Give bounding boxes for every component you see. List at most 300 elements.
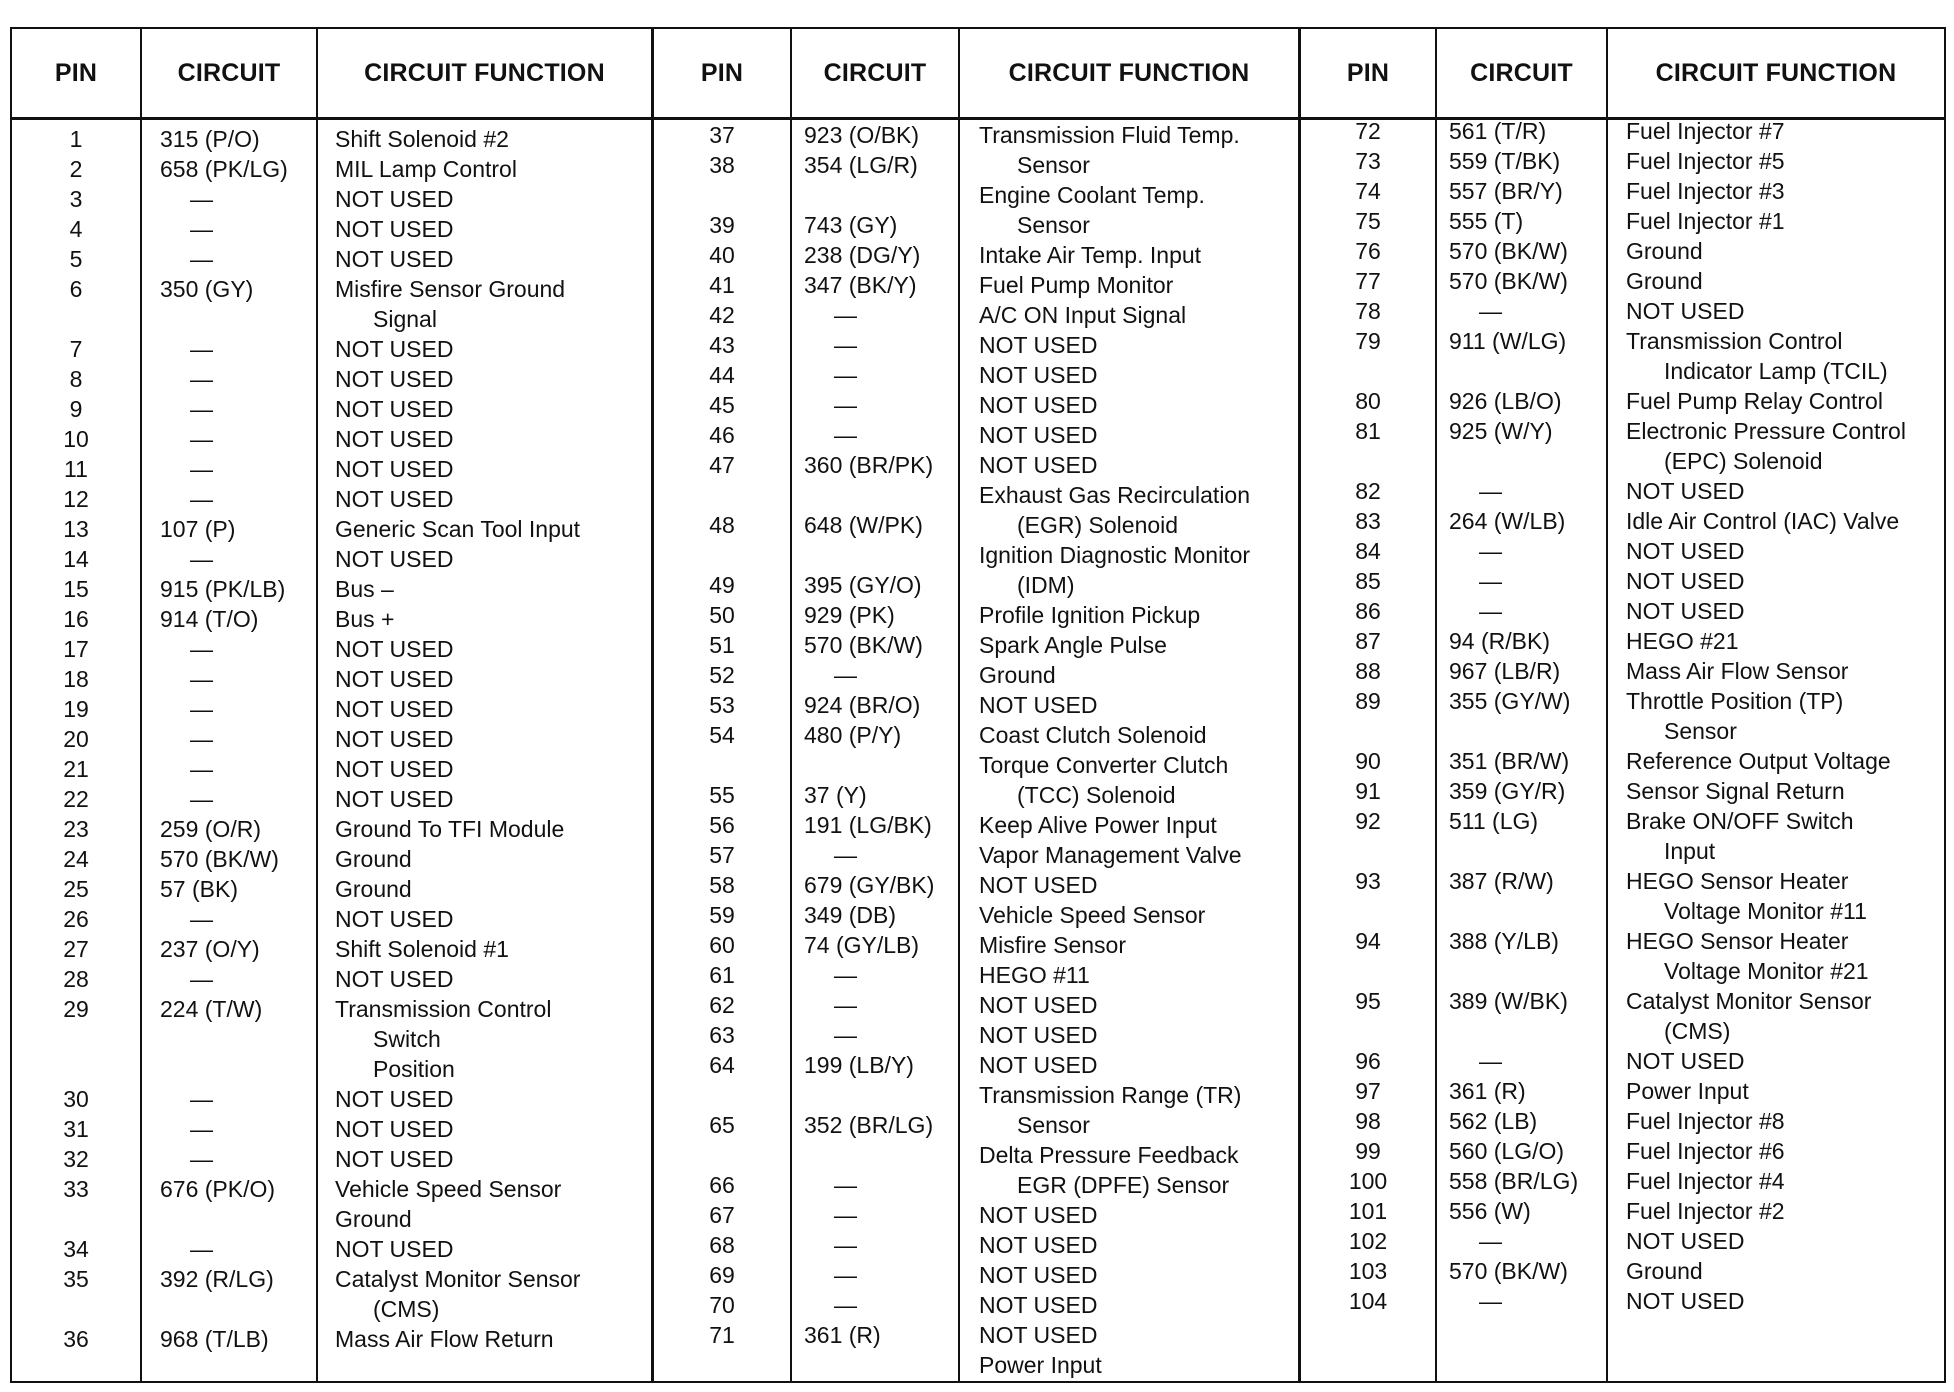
circuit-function: Ground (335, 1206, 412, 1232)
circuit-function: NOT USED (335, 336, 454, 362)
circuit-code: — (1479, 298, 1502, 324)
column-divider (958, 27, 960, 1383)
pin-number: 86 (1355, 598, 1381, 624)
circuit-function: NOT USED (335, 1236, 454, 1262)
circuit-function: Exhaust Gas Recirculation (979, 482, 1251, 508)
circuit-code: 395 (GY/O) (804, 572, 922, 598)
circuit-function: MIL Lamp Control (335, 156, 517, 182)
header-pin: PIN (1346, 58, 1390, 87)
pin-number: 44 (709, 362, 735, 388)
circuit-function: NOT USED (335, 456, 454, 482)
pin-number: 54 (709, 722, 735, 748)
pin-number: 20 (63, 726, 89, 752)
pin-number: 82 (1355, 478, 1381, 504)
circuit-function: Transmission Control (335, 996, 552, 1022)
pin-number: 32 (63, 1146, 89, 1172)
circuit-code: 915 (PK/LB) (160, 576, 286, 602)
circuit-function: Ground To TFI Module (335, 816, 565, 842)
column-divider (790, 27, 792, 1383)
circuit-code: 347 (BK/Y) (804, 272, 917, 298)
circuit-code: — (1479, 1288, 1502, 1314)
pin-number: 55 (709, 782, 735, 808)
pin-number: 100 (1348, 1168, 1388, 1194)
circuit-function: NOT USED (335, 666, 454, 692)
circuit-code: — (1479, 538, 1502, 564)
pin-number: 25 (63, 876, 89, 902)
circuit-code: 570 (BK/W) (804, 632, 923, 658)
pin-number: 40 (709, 242, 735, 268)
pin-number: 60 (709, 932, 735, 958)
circuit-function: NOT USED (979, 1022, 1098, 1048)
pin-number: 69 (709, 1262, 735, 1288)
circuit-code: 679 (GY/BK) (804, 872, 935, 898)
pin-number: 75 (1355, 208, 1381, 234)
pin-number: 26 (63, 906, 89, 932)
pin-number: 37 (709, 122, 735, 148)
circuit-code: 570 (BK/W) (1449, 268, 1568, 294)
circuit-code: — (190, 366, 213, 392)
circuit-function: (EGR) Solenoid (1017, 512, 1179, 538)
pin-number: 38 (709, 152, 735, 178)
pin-number: 81 (1355, 418, 1381, 444)
circuit-function: NOT USED (335, 756, 454, 782)
circuit-function: NOT USED (335, 546, 454, 572)
pin-number: 30 (63, 1086, 89, 1112)
pin-number: 61 (709, 962, 735, 988)
pin-number: 101 (1348, 1198, 1388, 1224)
circuit-code: 107 (P) (160, 516, 236, 542)
circuit-code: — (834, 842, 857, 868)
circuit-function: NOT USED (979, 1202, 1098, 1228)
circuit-function: Switch (373, 1026, 441, 1052)
circuit-function: HEGO #11 (979, 962, 1090, 988)
circuit-function: Fuel Injector #7 (1626, 118, 1785, 144)
pin-number: 21 (63, 756, 89, 782)
pin-number: 67 (709, 1202, 735, 1228)
circuit-function: NOT USED (335, 246, 454, 272)
pin-number: 15 (63, 576, 89, 602)
circuit-code: 556 (W) (1449, 1198, 1531, 1224)
circuit-function: Sensor (1017, 152, 1090, 178)
circuit-code: — (834, 392, 857, 418)
circuit-function: NOT USED (335, 366, 454, 392)
pin-number: 97 (1355, 1078, 1381, 1104)
circuit-function: NOT USED (335, 396, 454, 422)
pin-number: 62 (709, 992, 735, 1018)
pin-number: 1 (69, 126, 83, 152)
circuit-code: 929 (PK) (804, 602, 895, 628)
circuit-code: 926 (LB/O) (1449, 388, 1562, 414)
circuit-function: Generic Scan Tool Input (335, 516, 581, 542)
pin-number: 27 (63, 936, 89, 962)
circuit-code: — (834, 1292, 857, 1318)
circuit-code: — (834, 962, 857, 988)
circuit-code: 570 (BK/W) (1449, 1258, 1568, 1284)
circuit-function: Ground (1626, 238, 1703, 264)
circuit-function: Misfire Sensor (979, 932, 1126, 958)
circuit-code: 911 (W/LG) (1449, 328, 1567, 354)
circuit-function: NOT USED (979, 1052, 1098, 1078)
circuit-function: Fuel Injector #5 (1626, 148, 1785, 174)
pin-number: 59 (709, 902, 735, 928)
pin-number: 24 (63, 846, 89, 872)
circuit-code: — (190, 246, 213, 272)
circuit-function: Transmission Range (TR) (979, 1082, 1242, 1108)
circuit-function: EGR (DPFE) Sensor (1017, 1172, 1230, 1198)
circuit-code: 967 (LB/R) (1449, 658, 1561, 684)
pin-number: 2 (69, 156, 83, 182)
circuit-code: 359 (GY/R) (1449, 778, 1566, 804)
circuit-code: 388 (Y/LB) (1449, 928, 1559, 954)
pin-number: 48 (709, 512, 735, 538)
circuit-function: Spark Angle Pulse (979, 632, 1167, 658)
circuit-function: NOT USED (1626, 598, 1745, 624)
pin-number: 41 (709, 272, 735, 298)
circuit-function: Fuel Pump Monitor (979, 272, 1174, 298)
pin-number: 70 (709, 1292, 735, 1318)
circuit-code: 570 (BK/W) (160, 846, 279, 872)
circuit-function: Brake ON/OFF Switch (1626, 808, 1854, 834)
circuit-code: 350 (GY) (160, 276, 254, 302)
circuit-function: NOT USED (335, 1146, 454, 1172)
circuit-code: 361 (R) (804, 1322, 881, 1348)
circuit-function: Transmission Fluid Temp. (979, 122, 1240, 148)
circuit-function: Power Input (1626, 1078, 1749, 1104)
circuit-function: (EPC) Solenoid (1664, 448, 1823, 474)
circuit-function: Coast Clutch Solenoid (979, 722, 1207, 748)
circuit-code: 925 (W/Y) (1449, 418, 1553, 444)
circuit-code: — (190, 1236, 213, 1262)
circuit-code: 676 (PK/O) (160, 1176, 276, 1202)
circuit-function: NOT USED (979, 362, 1098, 388)
circuit-function: Ground (335, 846, 412, 872)
circuit-function: Ground (979, 662, 1056, 688)
circuit-function: NOT USED (979, 332, 1098, 358)
pin-number: 34 (63, 1236, 89, 1262)
column-divider (316, 27, 318, 1383)
circuit-code: 511 (LG) (1449, 808, 1539, 834)
pin-number: 87 (1355, 628, 1381, 654)
pin-number: 77 (1355, 268, 1381, 294)
circuit-code: — (190, 396, 213, 422)
pin-number: 47 (709, 452, 735, 478)
circuit-function: Bus – (335, 576, 394, 602)
circuit-code: — (190, 1116, 213, 1142)
circuit-code: 562 (LB) (1449, 1108, 1538, 1134)
pin-number: 66 (709, 1172, 735, 1198)
circuit-function: NOT USED (335, 486, 454, 512)
pin-number: 7 (69, 336, 83, 362)
circuit-code: — (834, 1202, 857, 1228)
pin-number: 68 (709, 1232, 735, 1258)
circuit-code: 560 (LG/O) (1449, 1138, 1565, 1164)
circuit-code: 558 (BR/LG) (1449, 1168, 1579, 1194)
pin-number: 33 (63, 1176, 89, 1202)
pin-number: 98 (1355, 1108, 1381, 1134)
circuit-code: 658 (PK/LG) (160, 156, 288, 182)
circuit-code: 264 (W/LB) (1449, 508, 1566, 534)
header-circuit: CIRCUIT (823, 58, 927, 87)
circuit-code: 238 (DG/Y) (804, 242, 921, 268)
circuit-code: — (190, 966, 213, 992)
circuit-code: 360 (BR/PK) (804, 452, 934, 478)
header-pin: PIN (54, 58, 98, 87)
pin-number: 45 (709, 392, 735, 418)
circuit-function: Bus + (335, 606, 395, 632)
circuit-function: Catalyst Monitor Sensor (335, 1266, 581, 1292)
circuit-function: Sensor Signal Return (1626, 778, 1845, 804)
circuit-function: NOT USED (335, 786, 454, 812)
pin-number: 23 (63, 816, 89, 842)
pin-number: 74 (1355, 178, 1381, 204)
pin-number: 35 (63, 1266, 89, 1292)
pin-number: 49 (709, 572, 735, 598)
circuit-code: — (190, 666, 213, 692)
circuit-code: 361 (R) (1449, 1078, 1526, 1104)
circuit-code: 349 (DB) (804, 902, 897, 928)
pin-number: 103 (1348, 1258, 1388, 1284)
pin-number: 95 (1355, 988, 1381, 1014)
pin-number: 65 (709, 1112, 735, 1138)
circuit-code: 923 (O/BK) (804, 122, 920, 148)
pin-number: 19 (63, 696, 89, 722)
circuit-function: Vehicle Speed Sensor (979, 902, 1206, 928)
circuit-function: NOT USED (1626, 1228, 1745, 1254)
pin-number: 85 (1355, 568, 1381, 594)
circuit-code: — (190, 456, 213, 482)
pin-number: 71 (709, 1322, 735, 1348)
circuit-code: — (834, 1232, 857, 1258)
circuit-code: — (190, 216, 213, 242)
circuit-code: — (190, 756, 213, 782)
column-divider (140, 27, 142, 1383)
header-circuit: CIRCUIT (177, 58, 281, 87)
circuit-function: Keep Alive Power Input (979, 812, 1217, 838)
circuit-function: NOT USED (1626, 538, 1745, 564)
circuit-function: Signal (373, 306, 437, 332)
circuit-code: 191 (LG/BK) (804, 812, 932, 838)
circuit-code: 94 (R/BK) (1449, 628, 1550, 654)
pin-number: 79 (1355, 328, 1381, 354)
circuit-code: — (190, 186, 213, 212)
circuit-function: Voltage Monitor #11 (1664, 898, 1867, 924)
circuit-function: Sensor (1017, 212, 1090, 238)
header-circuit-function: CIRCUIT FUNCTION (364, 58, 605, 87)
circuit-function: NOT USED (335, 216, 454, 242)
circuit-function: HEGO Sensor Heater (1626, 928, 1849, 954)
circuit-function: Fuel Pump Relay Control (1626, 388, 1883, 414)
circuit-function: Catalyst Monitor Sensor (1626, 988, 1872, 1014)
circuit-code: — (190, 786, 213, 812)
column-divider (1606, 27, 1608, 1383)
circuit-function: Voltage Monitor #21 (1664, 958, 1869, 984)
circuit-code: — (834, 302, 857, 328)
circuit-code: 351 (BR/W) (1449, 748, 1570, 774)
circuit-code: 389 (W/BK) (1449, 988, 1568, 1014)
circuit-function: NOT USED (1626, 298, 1745, 324)
circuit-function: NOT USED (979, 992, 1098, 1018)
circuit-function: (CMS) (1664, 1018, 1731, 1044)
header-circuit-function: CIRCUIT FUNCTION (1655, 58, 1897, 87)
circuit-code: — (1479, 568, 1502, 594)
circuit-code: — (834, 362, 857, 388)
circuit-function: Intake Air Temp. Input (979, 242, 1202, 268)
circuit-function: Ground (1626, 268, 1703, 294)
pin-number: 17 (63, 636, 89, 662)
circuit-function: NOT USED (1626, 1048, 1745, 1074)
circuit-function: NOT USED (1626, 568, 1745, 594)
circuit-function: Shift Solenoid #1 (335, 936, 509, 962)
pin-number: 83 (1355, 508, 1381, 534)
circuit-code: — (834, 662, 857, 688)
pin-number: 36 (63, 1326, 89, 1352)
pin-number: 5 (69, 246, 83, 272)
pin-number: 63 (709, 1022, 735, 1048)
pin-number: 58 (709, 872, 735, 898)
circuit-function: NOT USED (1626, 478, 1745, 504)
circuit-function: NOT USED (335, 426, 454, 452)
circuit-code: — (190, 426, 213, 452)
circuit-code: 57 (BK) (160, 876, 238, 902)
circuit-function: NOT USED (979, 1232, 1098, 1258)
circuit-function: NOT USED (979, 392, 1098, 418)
pin-number: 8 (69, 366, 83, 392)
circuit-function: NOT USED (335, 696, 454, 722)
circuit-function: Shift Solenoid #2 (335, 126, 509, 152)
pin-number: 52 (709, 662, 735, 688)
circuit-code: — (190, 486, 213, 512)
circuit-function: NOT USED (335, 726, 454, 752)
circuit-function: Mass Air Flow Return (335, 1326, 554, 1352)
circuit-code: 392 (R/LG) (160, 1266, 274, 1292)
circuit-function: Sensor (1017, 1112, 1090, 1138)
column-divider (1435, 27, 1437, 1383)
circuit-code: — (834, 1172, 857, 1198)
pin-number: 22 (63, 786, 89, 812)
pin-number: 43 (709, 332, 735, 358)
pin-number: 16 (63, 606, 89, 632)
circuit-function: NOT USED (335, 186, 454, 212)
pin-number: 9 (69, 396, 83, 422)
circuit-function: NOT USED (979, 1292, 1098, 1318)
pin-number: 91 (1355, 778, 1381, 804)
pin-number: 14 (63, 546, 89, 572)
circuit-function: NOT USED (335, 636, 454, 662)
pin-number: 13 (63, 516, 89, 542)
pin-number: 10 (63, 426, 89, 452)
pin-number: 88 (1355, 658, 1381, 684)
circuit-code: 224 (T/W) (160, 996, 263, 1022)
circuit-code: 387 (R/W) (1449, 868, 1554, 894)
circuit-function: Ground (1626, 1258, 1703, 1284)
circuit-function: (IDM) (1017, 572, 1075, 598)
circuit-function: Ignition Diagnostic Monitor (979, 542, 1251, 568)
circuit-function: NOT USED (335, 1116, 454, 1142)
pin-number: 76 (1355, 238, 1381, 264)
circuit-function: Electronic Pressure Control (1626, 418, 1906, 444)
circuit-function: Reference Output Voltage (1626, 748, 1891, 774)
pin-number: 50 (709, 602, 735, 628)
header-circuit-function: CIRCUIT FUNCTION (1008, 58, 1250, 87)
pin-number: 6 (69, 276, 83, 302)
circuit-code: 355 (GY/W) (1449, 688, 1571, 714)
circuit-function: NOT USED (1626, 1288, 1745, 1314)
circuit-code: — (834, 1022, 857, 1048)
circuit-code: — (190, 726, 213, 752)
circuit-function: NOT USED (979, 452, 1098, 478)
circuit-function: (TCC) Solenoid (1017, 782, 1176, 808)
header-circuit: CIRCUIT (1470, 58, 1573, 87)
circuit-code: — (1479, 1228, 1502, 1254)
circuit-function: Mass Air Flow Sensor (1626, 658, 1849, 684)
pin-number: 89 (1355, 688, 1381, 714)
circuit-function: (CMS) (373, 1296, 440, 1322)
pin-number: 28 (63, 966, 89, 992)
circuit-function: Delta Pressure Feedback (979, 1142, 1239, 1168)
circuit-function: Fuel Injector #8 (1626, 1108, 1785, 1134)
circuit-code: 74 (GY/LB) (804, 932, 920, 958)
pin-number: 102 (1348, 1228, 1388, 1254)
circuit-function: Vehicle Speed Sensor (335, 1176, 562, 1202)
circuit-code: 354 (LG/R) (804, 152, 918, 178)
circuit-function: Fuel Injector #6 (1626, 1138, 1785, 1164)
circuit-code: 559 (T/BK) (1449, 148, 1561, 174)
pin-number: 84 (1355, 538, 1381, 564)
circuit-function: Fuel Injector #2 (1626, 1198, 1785, 1224)
circuit-code: — (1479, 478, 1502, 504)
pin-number: 92 (1355, 808, 1381, 834)
circuit-code: — (834, 1262, 857, 1288)
circuit-function: Position (373, 1056, 455, 1082)
pin-number: 51 (709, 632, 735, 658)
pin-number: 11 (64, 456, 88, 482)
pin-number: 99 (1355, 1138, 1381, 1164)
circuit-function: Input (1664, 838, 1716, 864)
pin-number: 39 (709, 212, 735, 238)
circuit-function: NOT USED (979, 1262, 1098, 1288)
circuit-code: — (190, 546, 213, 572)
circuit-function: Engine Coolant Temp. (979, 182, 1205, 208)
circuit-function: Sensor (1664, 718, 1737, 744)
circuit-code: 557 (BR/Y) (1449, 178, 1563, 204)
circuit-code: — (834, 332, 857, 358)
circuit-function: Profile Ignition Pickup (979, 602, 1201, 628)
circuit-code: 570 (BK/W) (1449, 238, 1568, 264)
pin-number: 73 (1355, 148, 1381, 174)
circuit-code: 315 (P/O) (160, 126, 260, 152)
circuit-code: 237 (O/Y) (160, 936, 260, 962)
pin-number: 4 (69, 216, 83, 242)
circuit-code: 914 (T/O) (160, 606, 259, 632)
circuit-function: NOT USED (979, 1322, 1098, 1348)
pin-number: 42 (709, 302, 735, 328)
pin-number: 29 (63, 996, 89, 1022)
pin-number: 80 (1355, 388, 1381, 414)
pin-number: 93 (1355, 868, 1381, 894)
circuit-function: Misfire Sensor Ground (335, 276, 566, 302)
circuit-function: HEGO #21 (1626, 628, 1739, 654)
circuit-function: NOT USED (335, 966, 454, 992)
circuit-code: — (190, 336, 213, 362)
circuit-code: 743 (GY) (804, 212, 898, 238)
circuit-function: Throttle Position (TP) (1626, 688, 1844, 714)
circuit-function: Power Input (979, 1352, 1102, 1378)
circuit-code: 480 (P/Y) (804, 722, 902, 748)
pin-number: 104 (1348, 1288, 1388, 1314)
circuit-function: NOT USED (979, 692, 1098, 718)
circuit-code: — (1479, 1048, 1502, 1074)
pin-number: 46 (709, 422, 735, 448)
